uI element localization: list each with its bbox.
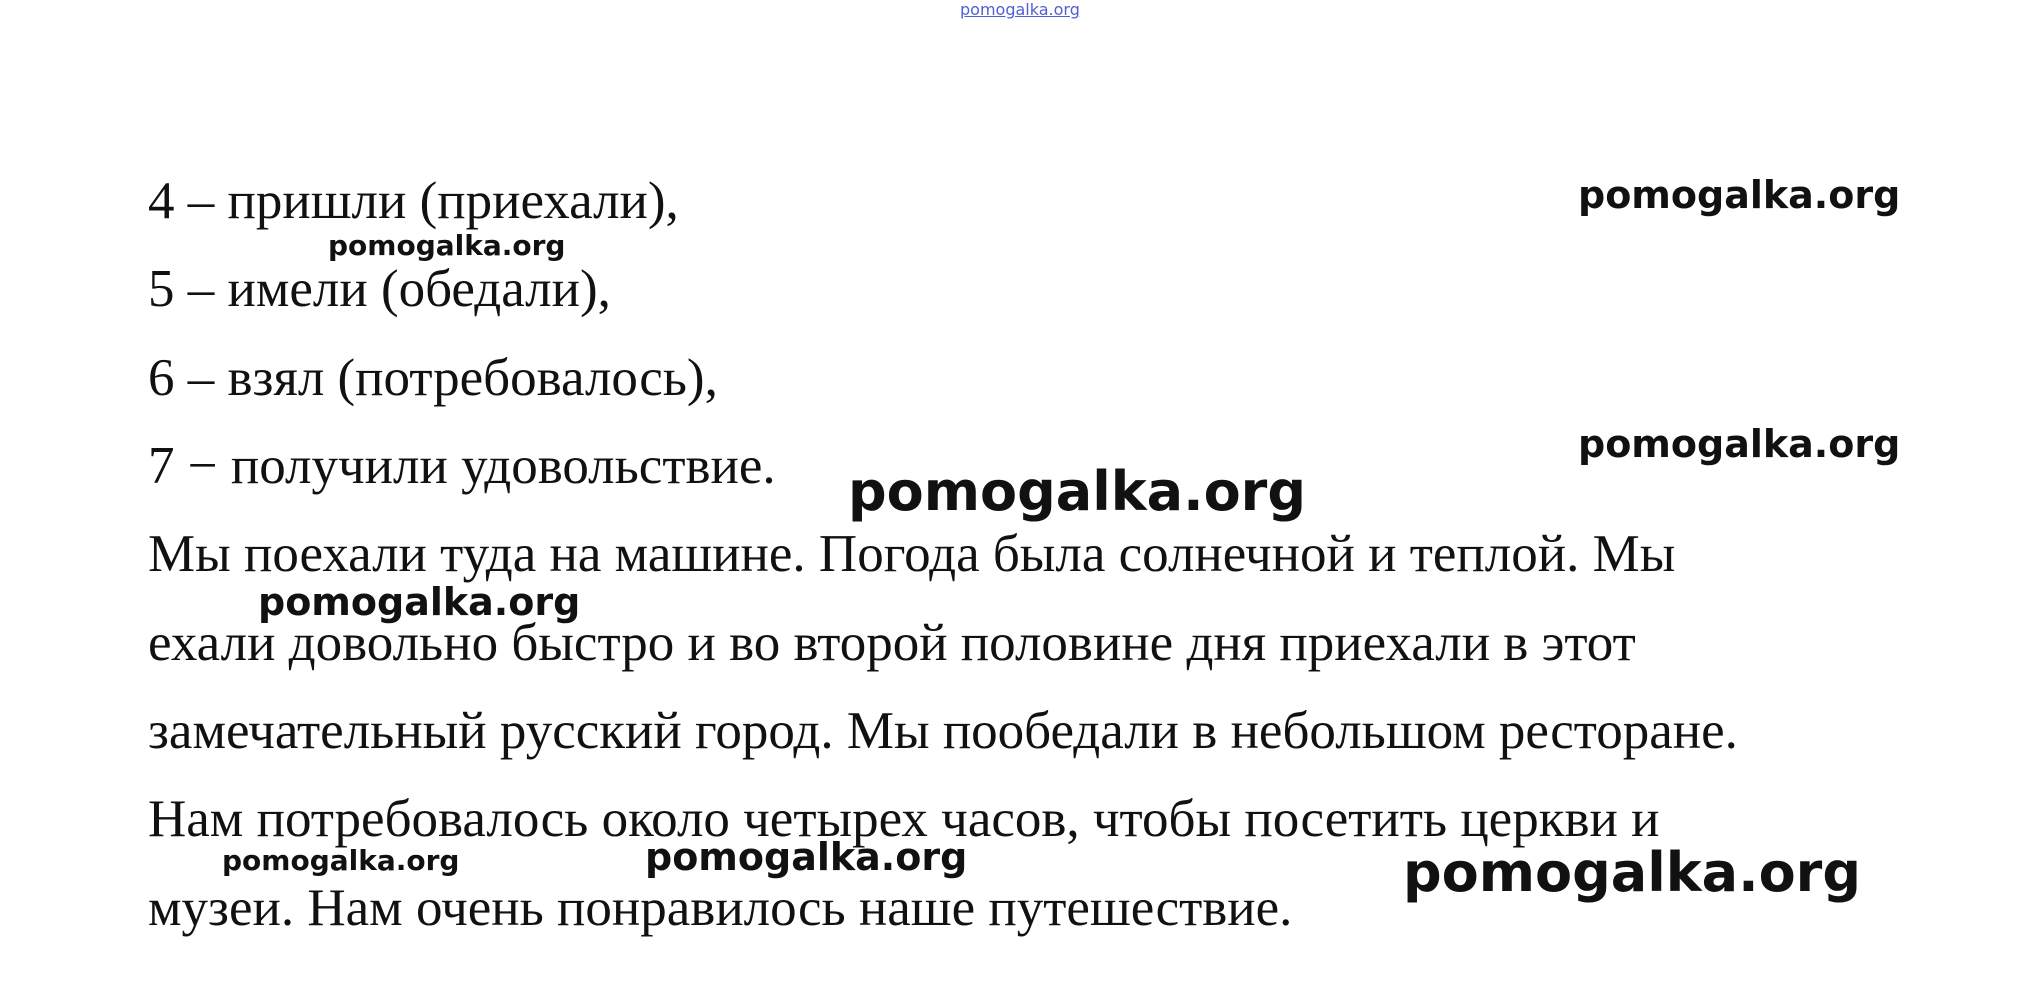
paragraph-line-1: Мы поехали туда на машине. Погода была солнечной и теплой. Мы <box>148 525 1676 583</box>
watermark: pomogalka.org <box>1403 841 1861 904</box>
watermark: pomogalka.org <box>1578 422 1901 466</box>
answer-line-5: 5 – имели (обедали), <box>148 260 611 318</box>
answer-line-7: 7 − получили удовольствие. <box>148 437 776 495</box>
watermark: pomogalka.org <box>222 844 460 877</box>
answer-line-4: 4 – пришли (приехали), <box>148 172 679 230</box>
answer-line-6: 6 – взял (потребовалось), <box>148 349 718 407</box>
paragraph-line-3: замечательный русский город. Мы пообедали в небольшом ресторане. <box>148 702 1738 760</box>
watermark: pomogalka.org <box>848 460 1306 523</box>
watermark: pomogalka.org <box>1578 173 1901 217</box>
paragraph-line-4: Нам потребовалось около четырех часов, чтобы посетить церкви и <box>148 790 1660 848</box>
paragraph-line-2: ехали довольно быстро и во второй половине дня приехали в этот <box>148 614 1636 672</box>
site-header-link[interactable]: pomogalka.org <box>960 0 1080 19</box>
watermark: pomogalka.org <box>645 835 968 879</box>
paragraph-line-5: музеи. Нам очень понравилось наше путешествие. <box>148 879 1293 937</box>
watermark: pomogalka.org <box>258 580 581 624</box>
watermark: pomogalka.org <box>328 229 566 262</box>
